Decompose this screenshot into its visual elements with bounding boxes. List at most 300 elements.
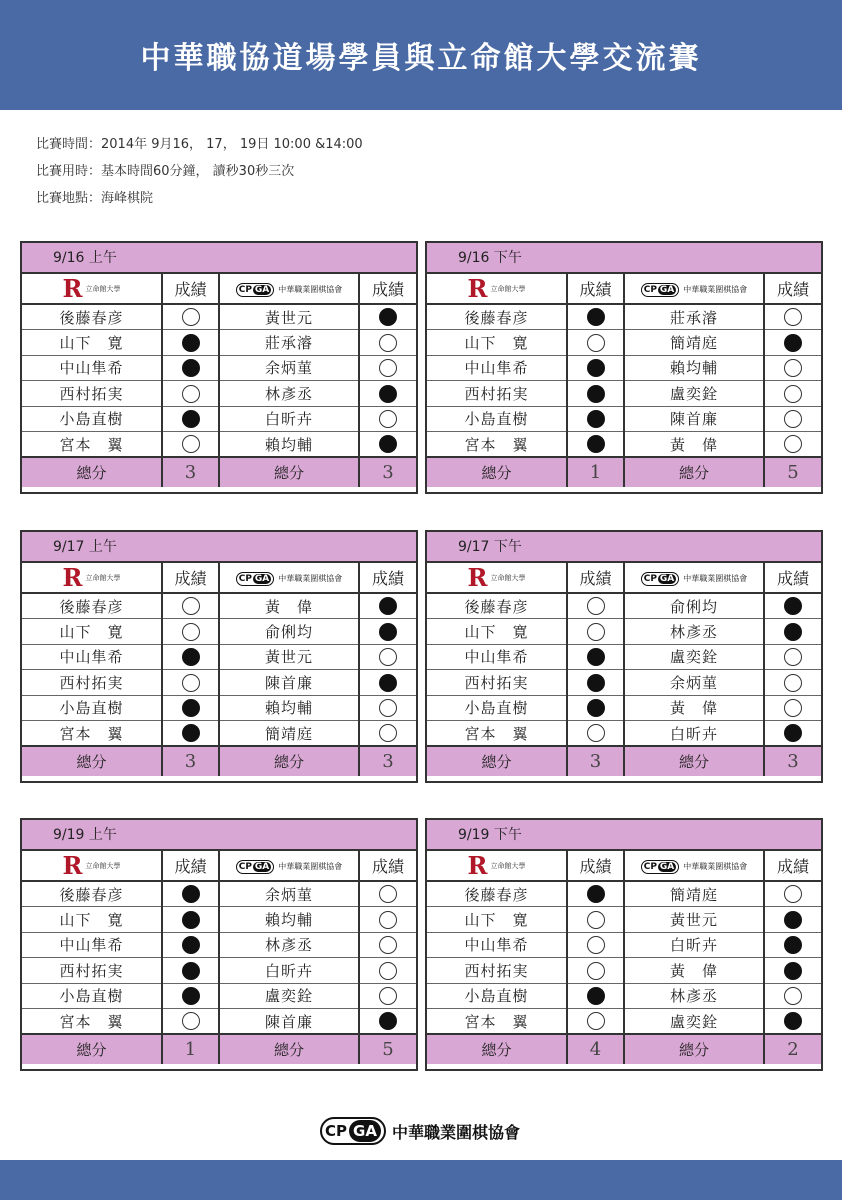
ritsumeikan-name: 立命館大學	[85, 284, 121, 293]
jp-result	[567, 355, 624, 381]
white-stone-icon	[587, 597, 605, 615]
tw-result	[764, 593, 821, 619]
black-stone-icon	[784, 1012, 802, 1030]
score-header: 成績	[567, 851, 624, 881]
tw-result	[359, 983, 416, 1009]
tw-player-name: 俞俐均	[624, 593, 764, 619]
jp-player-name: 小島直樹	[22, 406, 162, 432]
tw-result	[764, 881, 821, 907]
cpga-logo-icon	[320, 1117, 386, 1145]
tw-result	[764, 355, 821, 381]
black-stone-icon	[587, 385, 605, 403]
white-stone-icon	[379, 987, 397, 1005]
jp-result	[567, 670, 624, 696]
tw-total: 5	[359, 1034, 416, 1064]
score-header: 成績	[359, 274, 416, 304]
tw-result	[764, 304, 821, 330]
tw-total: 5	[764, 457, 821, 487]
tw-result	[764, 406, 821, 432]
jp-player-name: 後藤春彦	[22, 881, 162, 907]
jp-player-name: 宮本 翼	[22, 1009, 162, 1035]
jp-player-name: 山下 寛	[427, 619, 567, 645]
tw-result	[764, 1009, 821, 1035]
white-stone-icon	[379, 936, 397, 954]
info-place: 比賽地點：海峰棋院	[36, 191, 154, 206]
tw-player-name: 白昕卉	[624, 721, 764, 747]
white-stone-icon	[379, 410, 397, 428]
black-stone-icon	[182, 936, 200, 954]
table-row	[22, 593, 416, 619]
table-row	[427, 958, 821, 984]
black-stone-icon	[587, 435, 605, 453]
tw-result	[359, 381, 416, 407]
jp-result	[567, 381, 624, 407]
total-row	[427, 457, 821, 487]
ritsumeikan-name: 立命館大學	[490, 284, 526, 293]
jp-result	[567, 932, 624, 958]
tw-player-name: 白昕卉	[624, 932, 764, 958]
table-row	[427, 695, 821, 721]
total-label: 總分	[427, 746, 567, 776]
table-row	[22, 406, 416, 432]
cpga-badge-ga: GA	[254, 861, 270, 872]
white-stone-icon	[784, 987, 802, 1005]
black-stone-icon	[587, 987, 605, 1005]
total-row	[427, 1034, 821, 1064]
session-label: 9/19 下午	[427, 820, 821, 851]
score-header: 成績	[567, 563, 624, 593]
black-stone-icon	[784, 936, 802, 954]
black-stone-icon	[182, 334, 200, 352]
footer-logo	[320, 1117, 520, 1145]
tw-player-name: 簡靖庭	[219, 721, 359, 747]
black-stone-icon	[379, 385, 397, 403]
jp-total: 3	[567, 746, 624, 776]
jp-player-name: 中山隼希	[22, 644, 162, 670]
tw-result	[359, 1009, 416, 1035]
table-row	[427, 721, 821, 747]
jp-player-name: 中山隼希	[22, 932, 162, 958]
cpga-name: 中華職業圍棋協會	[683, 574, 748, 583]
cpga-name: 中華職業圍棋協會	[278, 574, 343, 583]
tw-total: 3	[359, 746, 416, 776]
tw-player-name: 余炳菫	[219, 881, 359, 907]
jp-result	[162, 881, 219, 907]
tw-result	[359, 695, 416, 721]
cpga-logo	[219, 563, 359, 593]
tw-result	[764, 381, 821, 407]
jp-player-name: 小島直樹	[22, 983, 162, 1009]
black-stone-icon	[182, 699, 200, 717]
black-stone-icon	[587, 410, 605, 428]
table-row	[22, 381, 416, 407]
match-table	[20, 530, 418, 783]
jp-player-name: 後藤春彦	[427, 881, 567, 907]
tw-player-name: 陳首廉	[219, 670, 359, 696]
table-row	[22, 330, 416, 356]
cpga-name: 中華職業圍棋協會	[278, 285, 343, 294]
bottom-banner	[0, 1160, 842, 1200]
jp-result	[567, 881, 624, 907]
ritsumeikan-logo	[22, 274, 162, 304]
jp-result	[567, 1009, 624, 1035]
total-label: 總分	[624, 746, 764, 776]
jp-result	[162, 619, 219, 645]
tw-result	[359, 355, 416, 381]
ritsumeikan-r-icon: R	[62, 273, 83, 303]
score-header: 成績	[567, 274, 624, 304]
table-row	[22, 304, 416, 330]
tw-result	[764, 983, 821, 1009]
table-row	[22, 1009, 416, 1035]
tw-result	[764, 695, 821, 721]
white-stone-icon	[587, 724, 605, 742]
tw-result	[359, 907, 416, 933]
table-row	[427, 983, 821, 1009]
tw-player-name: 盧奕銓	[219, 983, 359, 1009]
score-header: 成績	[162, 274, 219, 304]
results-table	[427, 274, 821, 487]
jp-player-name: 小島直樹	[427, 406, 567, 432]
cpga-logo-icon	[641, 572, 680, 586]
table-row	[427, 670, 821, 696]
ritsumeikan-logo	[427, 274, 567, 304]
black-stone-icon	[784, 334, 802, 352]
table-row	[427, 644, 821, 670]
tw-player-name: 黃世元	[219, 644, 359, 670]
jp-player-name: 西村拓実	[427, 958, 567, 984]
score-header: 成績	[162, 851, 219, 881]
black-stone-icon	[587, 359, 605, 377]
black-stone-icon	[784, 962, 802, 980]
jp-result	[162, 932, 219, 958]
jp-result	[162, 304, 219, 330]
tw-result	[359, 432, 416, 458]
tw-result	[359, 593, 416, 619]
black-stone-icon	[379, 674, 397, 692]
ritsumeikan-logo	[22, 851, 162, 881]
black-stone-icon	[587, 648, 605, 666]
table-row	[427, 381, 821, 407]
tw-player-name: 黃 偉	[219, 593, 359, 619]
cpga-badge-cp: CP	[643, 284, 657, 295]
ritsumeikan-logo	[427, 851, 567, 881]
table-row	[427, 881, 821, 907]
ritsumeikan-name: 立命館大學	[490, 861, 526, 870]
white-stone-icon	[784, 674, 802, 692]
tw-result	[764, 721, 821, 747]
black-stone-icon	[182, 962, 200, 980]
tw-player-name: 簡靖庭	[624, 330, 764, 356]
table-row	[427, 432, 821, 458]
black-stone-icon	[379, 308, 397, 326]
jp-total: 1	[162, 1034, 219, 1064]
results-table	[427, 563, 821, 776]
cpga-badge-cp: CP	[643, 861, 657, 872]
tw-result	[359, 330, 416, 356]
jp-player-name: 宮本 翼	[427, 1009, 567, 1035]
cpga-logo	[219, 851, 359, 881]
tw-player-name: 簡靖庭	[624, 881, 764, 907]
tw-result	[359, 670, 416, 696]
black-stone-icon	[784, 911, 802, 929]
jp-result	[567, 304, 624, 330]
black-stone-icon	[182, 724, 200, 742]
black-stone-icon	[182, 359, 200, 377]
tw-player-name: 盧奕銓	[624, 381, 764, 407]
jp-result	[162, 593, 219, 619]
cpga-logo	[219, 274, 359, 304]
tw-result	[359, 881, 416, 907]
white-stone-icon	[379, 724, 397, 742]
ritsumeikan-name: 立命館大學	[85, 573, 121, 582]
tw-result	[359, 406, 416, 432]
cpga-logo-icon	[236, 283, 275, 297]
white-stone-icon	[182, 308, 200, 326]
tw-player-name: 黃 偉	[624, 695, 764, 721]
table-row	[427, 355, 821, 381]
black-stone-icon	[784, 724, 802, 742]
jp-result	[567, 695, 624, 721]
white-stone-icon	[182, 1012, 200, 1030]
white-stone-icon	[182, 385, 200, 403]
white-stone-icon	[182, 674, 200, 692]
cpga-name: 中華職業圍棋協會	[278, 862, 343, 871]
black-stone-icon	[379, 623, 397, 641]
info-time: 比賽時間：2014年 9月16， 17， 19日 10:00 &14:00	[36, 137, 363, 152]
jp-result	[162, 330, 219, 356]
jp-result	[567, 619, 624, 645]
tw-player-name: 黃 偉	[624, 958, 764, 984]
white-stone-icon	[379, 359, 397, 377]
jp-player-name: 後藤春彦	[427, 304, 567, 330]
white-stone-icon	[182, 623, 200, 641]
tw-player-name: 黃世元	[624, 907, 764, 933]
score-header: 成績	[359, 563, 416, 593]
tw-player-name: 白昕卉	[219, 958, 359, 984]
tw-result	[764, 670, 821, 696]
white-stone-icon	[587, 623, 605, 641]
black-stone-icon	[182, 911, 200, 929]
tw-player-name: 賴均輔	[219, 432, 359, 458]
jp-result	[567, 593, 624, 619]
tw-result	[359, 958, 416, 984]
score-header: 成績	[359, 851, 416, 881]
footer-org-name: 中華職業圍棋協會	[391, 1122, 520, 1142]
total-label: 總分	[219, 457, 359, 487]
jp-result	[567, 721, 624, 747]
results-table	[22, 851, 416, 1064]
black-stone-icon	[587, 885, 605, 903]
cpga-badge-cp: CP	[643, 573, 657, 584]
table-row	[22, 432, 416, 458]
tw-player-name: 白昕卉	[219, 406, 359, 432]
black-stone-icon	[182, 885, 200, 903]
white-stone-icon	[379, 648, 397, 666]
jp-player-name: 中山隼希	[427, 644, 567, 670]
results-table	[22, 563, 416, 776]
white-stone-icon	[784, 359, 802, 377]
tw-total: 2	[764, 1034, 821, 1064]
cpga-badge-ga: GA	[254, 573, 270, 584]
match-table	[20, 241, 418, 494]
black-stone-icon	[182, 410, 200, 428]
jp-player-name: 宮本 翼	[22, 721, 162, 747]
table-row	[22, 958, 416, 984]
jp-player-name: 後藤春彦	[22, 304, 162, 330]
cpga-badge-ga: GA	[659, 861, 675, 872]
white-stone-icon	[587, 334, 605, 352]
ritsumeikan-name: 立命館大學	[490, 573, 526, 582]
tw-result	[359, 619, 416, 645]
tw-total: 3	[359, 457, 416, 487]
total-label: 總分	[427, 457, 567, 487]
ritsumeikan-r-icon: R	[467, 273, 488, 303]
jp-result	[567, 644, 624, 670]
table-row	[427, 304, 821, 330]
table-row	[427, 619, 821, 645]
tw-player-name: 盧奕銓	[624, 644, 764, 670]
white-stone-icon	[587, 962, 605, 980]
black-stone-icon	[182, 987, 200, 1005]
black-stone-icon	[182, 648, 200, 666]
tw-result	[359, 304, 416, 330]
jp-player-name: 宮本 翼	[22, 432, 162, 458]
tw-player-name: 林彥丞	[219, 932, 359, 958]
jp-player-name: 中山隼希	[427, 355, 567, 381]
jp-result	[162, 695, 219, 721]
total-row	[427, 746, 821, 776]
black-stone-icon	[784, 597, 802, 615]
table-row	[22, 932, 416, 958]
session-label: 9/16 下午	[427, 243, 821, 274]
ritsumeikan-logo	[22, 563, 162, 593]
tw-player-name: 莊承濬	[219, 330, 359, 356]
jp-result	[567, 406, 624, 432]
jp-player-name: 小島直樹	[427, 695, 567, 721]
table-row	[427, 330, 821, 356]
cpga-badge-ga: GA	[254, 284, 270, 295]
total-row	[22, 1034, 416, 1064]
results-table	[427, 851, 821, 1064]
table-row	[22, 695, 416, 721]
tw-result	[764, 432, 821, 458]
session-label: 9/19 上午	[22, 820, 416, 851]
tw-player-name: 莊承濬	[624, 304, 764, 330]
table-row	[22, 355, 416, 381]
total-label: 總分	[219, 1034, 359, 1064]
white-stone-icon	[182, 435, 200, 453]
white-stone-icon	[379, 911, 397, 929]
jp-player-name: 山下 寛	[22, 330, 162, 356]
tw-result	[359, 644, 416, 670]
cpga-logo-icon	[236, 860, 275, 874]
white-stone-icon	[784, 308, 802, 326]
session-label: 9/17 下午	[427, 532, 821, 563]
results-table	[22, 274, 416, 487]
session-label: 9/17 上午	[22, 532, 416, 563]
tw-player-name: 賴均輔	[219, 907, 359, 933]
jp-result	[162, 355, 219, 381]
match-table	[425, 530, 823, 783]
white-stone-icon	[784, 435, 802, 453]
jp-player-name: 後藤春彦	[427, 593, 567, 619]
black-stone-icon	[587, 699, 605, 717]
total-row	[22, 746, 416, 776]
match-table	[425, 241, 823, 494]
session-label: 9/16 上午	[22, 243, 416, 274]
jp-result	[162, 1009, 219, 1035]
table-row	[427, 932, 821, 958]
table-row	[22, 670, 416, 696]
ritsumeikan-logo	[427, 563, 567, 593]
tw-result	[764, 619, 821, 645]
jp-result	[162, 983, 219, 1009]
score-header: 成績	[162, 563, 219, 593]
black-stone-icon	[587, 674, 605, 692]
jp-result	[162, 406, 219, 432]
table-row	[427, 593, 821, 619]
tw-player-name: 陳首廉	[219, 1009, 359, 1035]
jp-player-name: 西村拓実	[22, 381, 162, 407]
cpga-logo-icon	[236, 572, 275, 586]
tw-player-name: 黃世元	[219, 304, 359, 330]
white-stone-icon	[784, 648, 802, 666]
white-stone-icon	[379, 885, 397, 903]
tw-total: 3	[764, 746, 821, 776]
jp-player-name: 中山隼希	[427, 932, 567, 958]
tw-player-name: 林彥丞	[624, 983, 764, 1009]
header-row	[22, 274, 416, 304]
white-stone-icon	[784, 385, 802, 403]
table-row	[22, 907, 416, 933]
tw-result	[764, 958, 821, 984]
jp-result	[162, 381, 219, 407]
table-row	[427, 1009, 821, 1035]
jp-result	[162, 432, 219, 458]
tw-player-name: 余炳菫	[219, 355, 359, 381]
ritsumeikan-r-icon: R	[62, 562, 83, 592]
total-label: 總分	[219, 746, 359, 776]
cpga-logo-icon	[641, 860, 680, 874]
match-table	[425, 818, 823, 1071]
title-banner	[0, 0, 842, 110]
jp-result	[567, 958, 624, 984]
white-stone-icon	[784, 410, 802, 428]
jp-player-name: 西村拓実	[22, 670, 162, 696]
table-row	[22, 644, 416, 670]
jp-total: 1	[567, 457, 624, 487]
white-stone-icon	[784, 885, 802, 903]
ritsumeikan-r-icon: R	[467, 850, 488, 880]
jp-player-name: 西村拓実	[427, 381, 567, 407]
score-header: 成績	[764, 851, 821, 881]
ritsumeikan-r-icon: R	[62, 850, 83, 880]
white-stone-icon	[587, 936, 605, 954]
cpga-badge-ga: GA	[659, 573, 675, 584]
event-info	[36, 131, 363, 212]
white-stone-icon	[587, 911, 605, 929]
tw-player-name: 林彥丞	[624, 619, 764, 645]
page-title: 中華職協道場學員與立命館大學交流賽	[140, 41, 702, 76]
jp-player-name: 宮本 翼	[427, 721, 567, 747]
jp-player-name: 山下 寛	[22, 619, 162, 645]
cpga-logo	[624, 563, 764, 593]
black-stone-icon	[379, 1012, 397, 1030]
table-row	[22, 881, 416, 907]
tw-result	[764, 330, 821, 356]
jp-result	[162, 721, 219, 747]
